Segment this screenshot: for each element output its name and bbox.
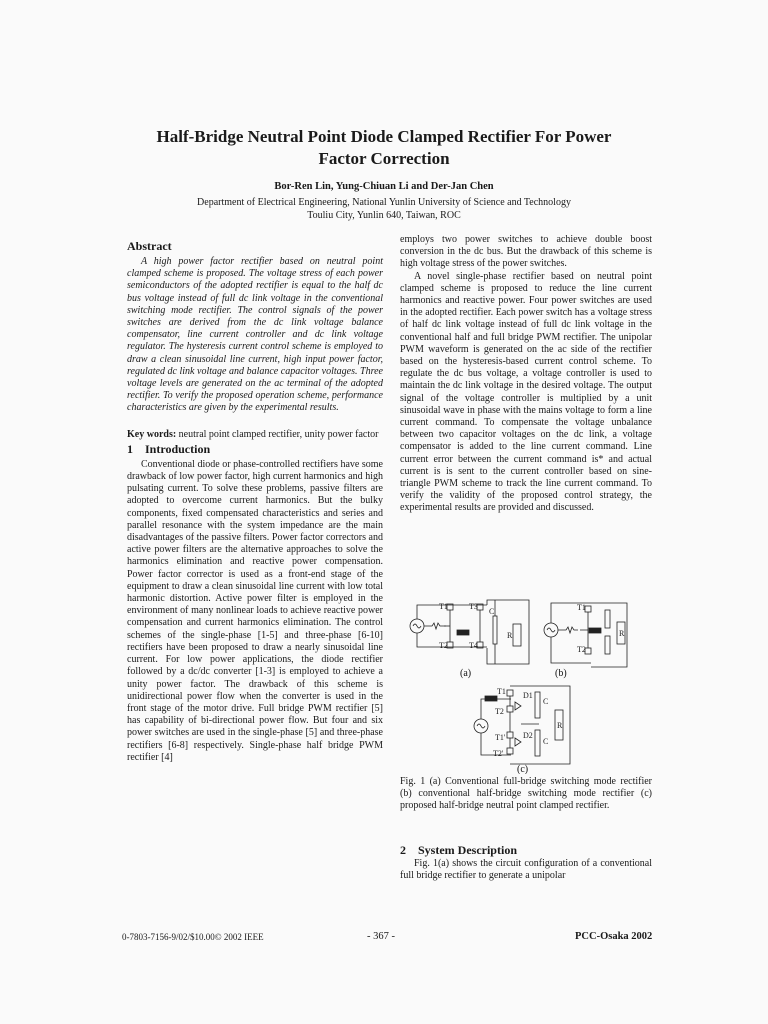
svg-text:T1: T1: [439, 602, 448, 611]
svg-text:R: R: [619, 629, 625, 638]
svg-text:T3: T3: [469, 602, 478, 611]
svg-text:C: C: [543, 697, 549, 706]
introduction-title: Introduction: [145, 441, 211, 456]
svg-text:C: C: [489, 607, 495, 616]
introduction-paragraph-1: Conventional diode or phase-controlled rectifiers have some drawback of low power factor, high current harmonics and high pulsating current. To solve these problems, passive filters are adopted to overcome current harmonics. But the bulky components, fixed compensated characteristics and series and parallel resonance with the system impedance are the main disadvantages of the passive filters. Power factor correctors and active power filters are the alternative approaches to solve the harmonics elimination and reactive power compensation. Power factor corrector is used as a front-end stage of the equipment to draw a clean sinusoidal line current with low total harmonic distortion. Active power filter is employed in the environment of many nonlinear loads to achieve reactive power compensation and current harmonics elimination. The control schemes of the single-phase [1-5] and three-phase [6-10] rectifiers have been proposed to draw a nearly sinusoidal line current. For low power applications, the diode rectifier followed by a dc/dc converter [1-3] is employed to achieve a unity power factor. The drawback of this scheme is unidirectional power flow when the converter is used in the front stage of the motor drive. Full bridge PWM rectifier [5] has capability of bi-directional power flow. But four and six power switches are used in the single-phase [5] and three-phase rectifiers [6-8] respectively. Single-phase half bridge PWM rectifier [4]: [127, 458, 383, 763]
svg-text:D2: D2: [523, 731, 533, 740]
paper-affiliation: [60, 196, 708, 222]
affiliation-line-1: Department of Electrical Engineering, National Yunlin University of Science and Technology: [197, 197, 571, 208]
svg-text:T4: T4: [469, 641, 478, 650]
introduction-paragraph-1-continued: employs two power switches to achieve double boost conversion in the dc bus. But the drawback of this scheme is high voltage stress of the power switches.: [400, 234, 652, 270]
system-description-heading: [400, 842, 652, 858]
svg-text:D1: D1: [523, 691, 533, 700]
introduction-number: 1: [127, 441, 133, 456]
footer-page-number: - 367 -: [367, 931, 395, 942]
keywords-text: neutral point clamped rectifier, unity power factor: [178, 428, 379, 440]
figure-label-b: (b): [555, 668, 567, 679]
svg-text:R: R: [557, 721, 563, 730]
title-line-2: Factor Correction: [318, 149, 450, 168]
affiliation-line-2: Touliu City, Yunlin 640, Taiwan, ROC: [307, 210, 461, 221]
keywords: [127, 429, 383, 441]
paper-authors: Bor-Ren Lin, Yung-Chiuan Li and Der-Jan Chen: [274, 181, 494, 192]
svg-text:T1: T1: [577, 603, 586, 612]
right-column: [400, 234, 652, 515]
introduction-heading: [127, 441, 383, 457]
figure-1-caption: Fig. 1 (a) Conventional full-bridge switching mode rectifier (b) conventional half-bridge switching mode rectifier (c) proposed half-bridge neutral point clamped rectifier.: [400, 776, 652, 812]
svg-text:C: C: [543, 737, 549, 746]
introduction-paragraph-2: A novel single-phase rectifier based on neutral point clamped scheme is proposed to reduce the line current harmonics and reactive power. Four power switches are used in the adopted rectifier. Each power switch has a voltage stress of half dc link voltage instead of full dc link voltage in the conventional half and full bridge PWM rectifier. The unipolar PWM waveform is generated on the ac side of the rectifier based on the hysteresis-based current control scheme. To regulate the dc bus voltage, a voltage controller is used to maintain the dc link voltage in the desired voltage. The output signal of the voltage controller is multiplied by a unit sinusoidal wave in phase with the mains voltage to form a line current command. To compensate the voltage unbalance between two capacitor voltages on the dc link, a voltage compensator is added to the line current command. Line current error between the current command is* and actual current is is sent to the current controller based on sine-triangle PWM scheme to track the line current command. To verify the validity of the proposed control strategy, the experimental results are provided and discussed.: [400, 270, 652, 514]
svg-text:T2': T2': [493, 749, 504, 758]
svg-text:T1': T1': [495, 733, 506, 742]
footer-conference: PCC-Osaka 2002: [575, 931, 653, 942]
svg-text:T2: T2: [577, 645, 586, 654]
figure-label-a: (a): [460, 668, 472, 679]
title-line-1: Half-Bridge Neutral Point Diode Clamped Rectifier For Power: [156, 127, 612, 146]
figure-1-circuits: [405, 598, 655, 774]
svg-text:R: R: [507, 631, 513, 640]
circuit-c: [474, 686, 570, 764]
abstract-heading: Abstract: [127, 239, 172, 253]
svg-text:T2: T2: [495, 707, 504, 716]
system-description-text: Fig. 1(a) shows the circuit configuration of a conventional full bridge rectifier to generate a unipolar: [400, 858, 652, 882]
svg-text:T2: T2: [439, 641, 448, 650]
footer-copyright: 0-7803-7156-9/02/$10.00© 2002 IEEE: [122, 932, 264, 942]
left-column: [127, 238, 383, 764]
paper-title: [60, 126, 708, 170]
figure-label-c: (c): [517, 764, 529, 774]
system-description-title: System Description: [418, 843, 517, 857]
svg-text:T1: T1: [497, 687, 506, 696]
system-description-number: 2: [400, 843, 406, 857]
abstract-text: A high power factor rectifier based on neutral point clamped scheme is proposed. The voltage stress of each power semiconductors of the adopted rectifier is equal to the half dc bus voltage instead of full dc link voltage in the conventional switching mode rectifier. The control signals of the power switches are derived from the dc link voltage balance compensator, line current controller and dc link voltage regulator. The hysteresis current control scheme is employed to draw a clean sinusoidal line current, high input power factor, regulated dc link voltage and balance capacitor voltages. Three voltage levels are generated on the ac terminal of the adopted rectifier. To verify the proposed operation scheme, performance characteristics are given by the experimental results.: [127, 256, 383, 414]
keywords-label: Key words:: [127, 428, 177, 440]
circuit-b: [544, 603, 627, 667]
